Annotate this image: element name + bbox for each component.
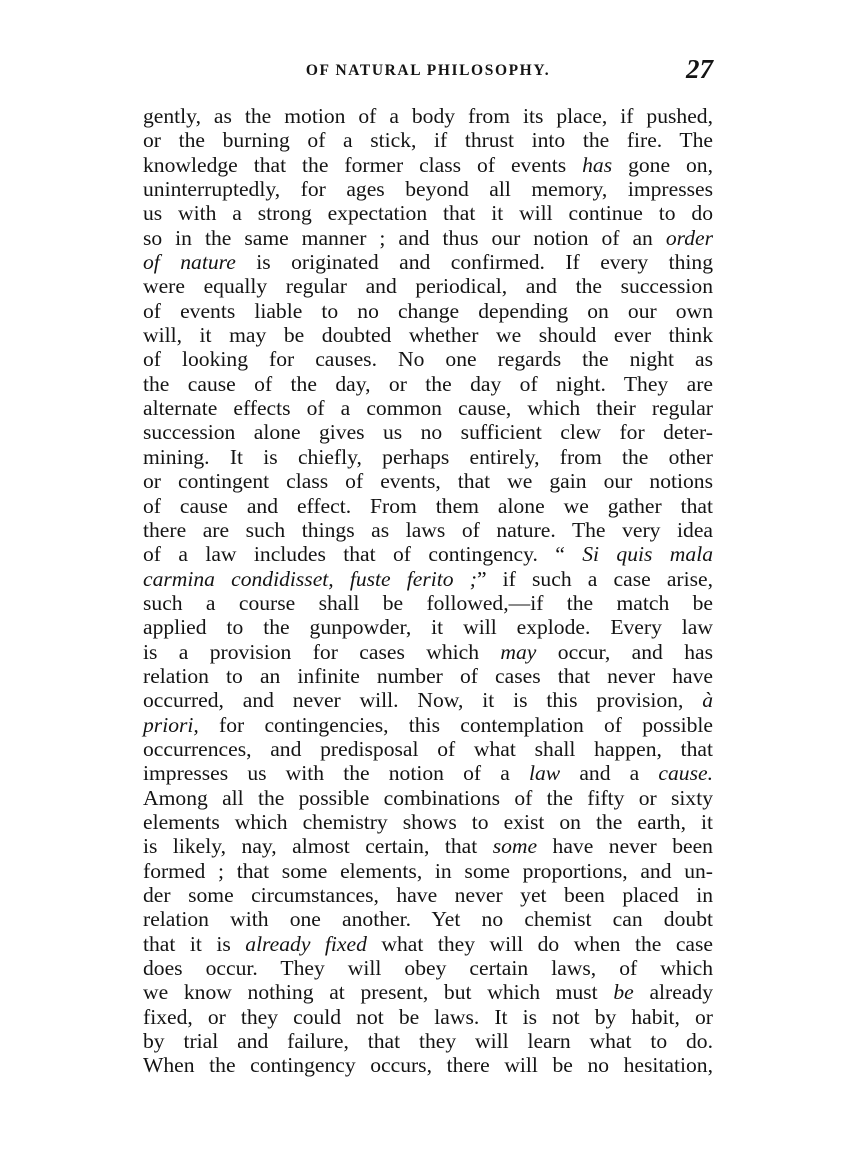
text-segment: fixed, or they could not be laws. It is not by habit, or <box>143 1004 713 1029</box>
text-segment: of cause and effect. From them alone we gather that <box>143 493 713 518</box>
text-segment: gone on, <box>612 152 713 177</box>
italic-text: order <box>665 225 713 250</box>
text-segment: will, it may be doubted whether we should ever think <box>143 323 713 348</box>
text-segment: uninterruptedly, for ages beyond all memory, impresses <box>143 177 713 202</box>
italic-text: Si quis mala <box>582 542 713 567</box>
text-segment: succession alone gives us no sufficient clew for deter- <box>143 420 713 445</box>
text-line <box>143 713 713 737</box>
text-segment: or contingent class of events, that we gain our notions <box>143 469 713 494</box>
text-line <box>143 737 713 761</box>
italic-text: cause. <box>658 761 713 786</box>
text-segment: or the burning of a stick, if thrust into the fire. The <box>143 128 713 153</box>
text-line <box>143 956 713 980</box>
text-segment: is likely, nay, almost certain, that <box>143 834 493 859</box>
text-line <box>143 104 713 128</box>
text-segment: already <box>633 980 713 1005</box>
text-line <box>143 128 713 152</box>
text-segment: When the contingency occurs, there will be no hesitation, <box>143 1053 713 1078</box>
text-line <box>143 518 713 542</box>
text-segment: impresses us with the notion of a <box>143 761 529 786</box>
italic-text: be <box>613 980 634 1005</box>
text-line <box>143 834 713 858</box>
text-segment: were equally regular and periodical, and the succession <box>143 274 713 299</box>
text-segment: occurred, and never will. Now, it is this provision, <box>143 688 703 713</box>
text-line <box>143 274 713 298</box>
text-segment: mining. It is chiefly, perhaps entirely, from the other <box>143 444 713 469</box>
italic-text: some <box>492 834 538 859</box>
text-line <box>143 420 713 444</box>
body-text <box>143 104 713 1078</box>
running-head <box>143 54 713 86</box>
text-segment: of events liable to no change depending on our own <box>143 298 713 323</box>
text-segment: knowledge that the former class of events <box>143 152 583 177</box>
text-segment: and a <box>560 761 659 786</box>
text-segment: occurrences, and predisposal of what shall happen, that <box>143 736 713 761</box>
text-line <box>143 299 713 323</box>
text-segment: occur, and has <box>536 639 713 664</box>
text-line <box>143 469 713 493</box>
text-line <box>143 1053 713 1077</box>
text-segment: Among all the possible combinations of the fifty or sixty <box>143 785 713 810</box>
text-segment: have never been <box>537 834 713 859</box>
text-segment: that it is <box>143 931 246 956</box>
page-number: 27 <box>686 54 713 84</box>
text-line <box>143 859 713 883</box>
text-line <box>143 688 713 712</box>
text-line <box>143 567 713 591</box>
text-segment: such a course shall be followed,—if the match be <box>143 590 713 615</box>
text-segment: is a provision for cases which <box>143 639 501 664</box>
text-segment: alternate effects of a common cause, which their regular <box>143 396 713 421</box>
text-segment: formed ; that some elements, in some proportions, and un- <box>143 858 713 883</box>
italic-text: priori, <box>143 712 199 737</box>
text-segment: relation to an infinite number of cases that never have <box>143 663 713 688</box>
text-segment: by trial and failure, that they will learn what to do. <box>143 1029 713 1054</box>
text-segment: elements which chemistry shows to exist on the earth, it <box>143 809 713 834</box>
text-segment: for contingencies, this contemplation of possible <box>198 712 713 737</box>
text-line <box>143 177 713 201</box>
text-segment: does occur. They will obey certain laws, of which <box>143 956 713 981</box>
text-line <box>143 640 713 664</box>
text-segment: of a law includes that of contingency. “ <box>143 542 583 567</box>
text-line <box>143 226 713 250</box>
text-segment: so in the same manner ; and thus our notion of an <box>143 225 666 250</box>
text-segment: gently, as the motion of a body from its place, if pushed, <box>143 104 713 128</box>
text-line <box>143 542 713 566</box>
italic-text: carmina condidisset, fuste ferito ; <box>143 566 477 591</box>
text-line <box>143 932 713 956</box>
text-segment: the cause of the day, or the day of night. They are <box>143 371 713 396</box>
text-segment: of looking for causes. No one regards the night as <box>143 347 713 372</box>
text-line <box>143 153 713 177</box>
text-line <box>143 761 713 785</box>
text-line <box>143 494 713 518</box>
text-segment: applied to the gunpowder, it will explode. Every law <box>143 615 713 640</box>
text-line <box>143 664 713 688</box>
text-line <box>143 980 713 1004</box>
text-line <box>143 445 713 469</box>
text-segment: der some circumstances, have never yet been placed in <box>143 883 713 907</box>
text-line <box>143 201 713 225</box>
text-line <box>143 372 713 396</box>
italic-text: of nature <box>143 250 236 275</box>
text-line <box>143 323 713 347</box>
text-segment: is originated and confirmed. If every thing <box>235 250 713 275</box>
text-segment: us with a strong expectation that it will continue to do <box>143 201 713 226</box>
text-line <box>143 1029 713 1053</box>
text-line <box>143 786 713 810</box>
text-line <box>143 883 713 907</box>
text-line <box>143 250 713 274</box>
text-segment: we know nothing at present, but which must <box>143 980 614 1005</box>
text-line <box>143 396 713 420</box>
text-line <box>143 591 713 615</box>
text-line <box>143 810 713 834</box>
text-segment: ” if such a case arise, <box>476 566 713 591</box>
italic-text: may <box>500 639 537 664</box>
text-segment: relation with one another. Yet no chemist can doubt <box>143 907 713 932</box>
text-segment: there are such things as laws of nature. The very idea <box>143 517 713 542</box>
running-title: OF NATURAL PHILOSOPHY. <box>305 62 551 79</box>
text-line <box>143 347 713 371</box>
italic-text: has <box>582 152 613 177</box>
text-line <box>143 1005 713 1029</box>
text-line <box>143 907 713 931</box>
text-line <box>143 615 713 639</box>
italic-text: already fixed <box>245 931 367 956</box>
text-segment: what they will do when the case <box>366 931 713 956</box>
italic-text: law <box>528 761 561 786</box>
italic-text: à <box>702 688 713 713</box>
